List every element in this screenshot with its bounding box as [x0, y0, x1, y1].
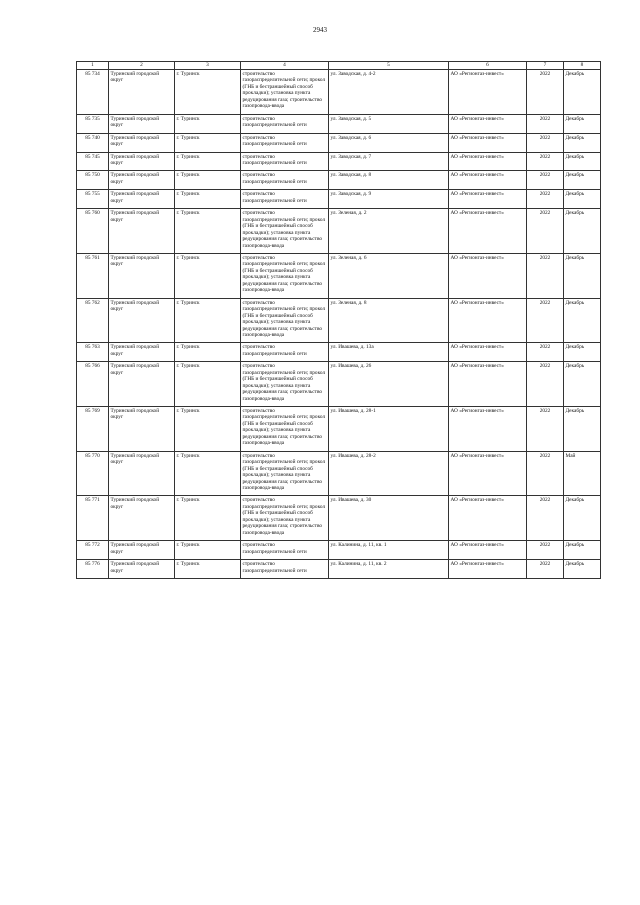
table-row [77, 343, 601, 362]
address-cell: ул. Зеленая, д. 2 [329, 209, 449, 254]
work-type-cell: строительство газораспределительной сети; прокол (ГНБ и бестраншейный способ прокладки); установка пункта редуцирования газа; строительство газопровода-ввода [241, 451, 329, 496]
table-row [77, 190, 601, 209]
organization-cell: АО «Регионгаз-инвест» [449, 362, 527, 407]
address-cell: ул. Заводская, д. 7 [329, 152, 449, 171]
month-cell: Декабрь [564, 560, 601, 579]
organization-cell: АО «Регионгаз-инвест» [449, 407, 527, 452]
table-row [77, 152, 601, 171]
year-cell: 2022 [527, 343, 564, 362]
page-number: 2943 [313, 26, 327, 34]
month-cell: Декабрь [564, 343, 601, 362]
row-number: 85 772 [77, 541, 109, 560]
organization-cell: АО «Регионгаз-инвест» [449, 496, 527, 541]
locality-cell: г. Туринск [175, 209, 241, 254]
year-cell: 2022 [527, 407, 564, 452]
year-cell: 2022 [527, 560, 564, 579]
locality-cell: г. Туринск [175, 343, 241, 362]
row-number: 85 755 [77, 190, 109, 209]
table-row [77, 451, 601, 496]
work-type-cell: строительство газораспределительной сети [241, 133, 329, 152]
organization-cell: АО «Регионгаз-инвест» [449, 541, 527, 560]
locality-cell: г. Туринск [175, 560, 241, 579]
work-type-cell: строительство газораспределительной сети; прокол (ГНБ и бестраншейный способ прокладки); установка пункта редуцирования газа; строительство газопровода-ввода [241, 70, 329, 115]
month-cell: Декабрь [564, 362, 601, 407]
district-cell: Туринский городской округ [109, 451, 175, 496]
address-cell: ул. Калинина, д. 11, кв. 2 [329, 560, 449, 579]
locality-cell: г. Туринск [175, 298, 241, 343]
organization-cell: АО «Регионгаз-инвест» [449, 560, 527, 579]
locality-cell: г. Туринск [175, 70, 241, 115]
address-cell: ул. Заводская, д. 6 [329, 133, 449, 152]
year-cell: 2022 [527, 298, 564, 343]
month-cell: Декабрь [564, 253, 601, 298]
work-type-cell: строительство газораспределительной сети [241, 114, 329, 133]
organization-cell: АО «Регионгаз-инвест» [449, 343, 527, 362]
work-type-cell: строительство газораспределительной сети; прокол (ГНБ и бестраншейный способ прокладки); установка пункта редуцирования газа; строительство газопровода-ввода [241, 362, 329, 407]
column-number: 5 [329, 62, 449, 70]
organization-cell: АО «Регионгаз-инвест» [449, 70, 527, 115]
locality-cell: г. Туринск [175, 451, 241, 496]
row-number: 85 740 [77, 133, 109, 152]
row-number: 85 776 [77, 560, 109, 579]
row-number: 85 745 [77, 152, 109, 171]
table-row [77, 171, 601, 190]
table-row [77, 496, 601, 541]
address-cell: ул. Ивашева, д. 30 [329, 496, 449, 541]
month-cell: Декабрь [564, 496, 601, 541]
organization-cell: АО «Регионгаз-инвест» [449, 298, 527, 343]
row-number: 85 735 [77, 114, 109, 133]
month-cell: Декабрь [564, 209, 601, 254]
work-type-cell: строительство газораспределительной сети [241, 541, 329, 560]
address-cell: ул. Зеленая, д. 6 [329, 253, 449, 298]
column-number: 3 [175, 62, 241, 70]
district-cell: Туринский городской округ [109, 253, 175, 298]
month-cell: Декабрь [564, 190, 601, 209]
locality-cell: г. Туринск [175, 133, 241, 152]
district-cell: Туринский городской округ [109, 362, 175, 407]
row-number: 85 762 [77, 298, 109, 343]
row-number: 85 771 [77, 496, 109, 541]
month-cell: Декабрь [564, 298, 601, 343]
year-cell: 2022 [527, 541, 564, 560]
column-number-row [77, 62, 601, 70]
table-row [77, 133, 601, 152]
month-cell: Декабрь [564, 133, 601, 152]
locality-cell: г. Туринск [175, 362, 241, 407]
register-table [76, 61, 601, 579]
column-number: 1 [77, 62, 109, 70]
organization-cell: АО «Регионгаз-инвест» [449, 133, 527, 152]
locality-cell: г. Туринск [175, 190, 241, 209]
table-row [77, 362, 601, 407]
work-type-cell: строительство газораспределительной сети; прокол (ГНБ и бестраншейный способ прокладки); установка пункта редуцирования газа; строительство газопровода-ввода [241, 253, 329, 298]
district-cell: Туринский городской округ [109, 560, 175, 579]
district-cell: Туринский городской округ [109, 407, 175, 452]
work-type-cell: строительство газораспределительной сети [241, 152, 329, 171]
address-cell: ул. Заводская, д. 8 [329, 171, 449, 190]
district-cell: Туринский городской округ [109, 541, 175, 560]
locality-cell: г. Туринск [175, 152, 241, 171]
row-number: 85 766 [77, 362, 109, 407]
locality-cell: г. Туринск [175, 253, 241, 298]
locality-cell: г. Туринск [175, 114, 241, 133]
month-cell: Декабрь [564, 171, 601, 190]
month-cell: Декабрь [564, 541, 601, 560]
district-cell: Туринский городской округ [109, 343, 175, 362]
work-type-cell: строительство газораспределительной сети [241, 190, 329, 209]
year-cell: 2022 [527, 253, 564, 298]
address-cell: ул. Ивашева, д. 26 [329, 362, 449, 407]
work-type-cell: строительство газораспределительной сети [241, 560, 329, 579]
year-cell: 2022 [527, 152, 564, 171]
table-row [77, 560, 601, 579]
column-number: 8 [564, 62, 601, 70]
organization-cell: АО «Регионгаз-инвест» [449, 190, 527, 209]
year-cell: 2022 [527, 70, 564, 115]
address-cell: ул. Ивашева, д. 13а [329, 343, 449, 362]
work-type-cell: строительство газораспределительной сети; прокол (ГНБ и бестраншейный способ прокладки); установка пункта редуцирования газа; строительство газопровода-ввода [241, 298, 329, 343]
year-cell: 2022 [527, 451, 564, 496]
locality-cell: г. Туринск [175, 171, 241, 190]
organization-cell: АО «Регионгаз-инвест» [449, 171, 527, 190]
district-cell: Туринский городской округ [109, 70, 175, 115]
year-cell: 2022 [527, 171, 564, 190]
row-number: 85 770 [77, 451, 109, 496]
address-cell: ул. Зеленая, д. 8 [329, 298, 449, 343]
address-cell: ул. Ивашева, д. 28-2 [329, 451, 449, 496]
address-cell: ул. Калинина, д. 11, кв. 1 [329, 541, 449, 560]
month-cell: Декабрь [564, 70, 601, 115]
year-cell: 2022 [527, 133, 564, 152]
address-cell: ул. Заводская, д. 5 [329, 114, 449, 133]
district-cell: Туринский городской округ [109, 298, 175, 343]
row-number: 85 734 [77, 70, 109, 115]
work-type-cell: строительство газораспределительной сети [241, 343, 329, 362]
year-cell: 2022 [527, 496, 564, 541]
district-cell: Туринский городской округ [109, 209, 175, 254]
organization-cell: АО «Регионгаз-инвест» [449, 152, 527, 171]
table-row [77, 114, 601, 133]
month-cell: Декабрь [564, 152, 601, 171]
month-cell: Декабрь [564, 114, 601, 133]
row-number: 85 763 [77, 343, 109, 362]
year-cell: 2022 [527, 114, 564, 133]
row-number: 85 761 [77, 253, 109, 298]
work-type-cell: строительство газораспределительной сети; прокол (ГНБ и бестраншейный способ прокладки); установка пункта редуцирования газа; строительство газопровода-ввода [241, 496, 329, 541]
year-cell: 2022 [527, 190, 564, 209]
column-number: 4 [241, 62, 329, 70]
month-cell: Декабрь [564, 407, 601, 452]
district-cell: Туринский городской округ [109, 171, 175, 190]
organization-cell: АО «Регионгаз-инвест» [449, 253, 527, 298]
district-cell: Туринский городской округ [109, 152, 175, 171]
address-cell: ул. Заводская, д. 9 [329, 190, 449, 209]
table-row [77, 209, 601, 254]
district-cell: Туринский городской округ [109, 114, 175, 133]
work-type-cell: строительство газораспределительной сети [241, 171, 329, 190]
row-number: 85 760 [77, 209, 109, 254]
table-row [77, 253, 601, 298]
organization-cell: АО «Регионгаз-инвест» [449, 114, 527, 133]
locality-cell: г. Туринск [175, 541, 241, 560]
table-body [77, 70, 601, 579]
month-cell: Май [564, 451, 601, 496]
district-cell: Туринский городской округ [109, 496, 175, 541]
year-cell: 2022 [527, 362, 564, 407]
address-cell: ул. Ивашева, д. 28-1 [329, 407, 449, 452]
organization-cell: АО «Регионгаз-инвест» [449, 451, 527, 496]
locality-cell: г. Туринск [175, 407, 241, 452]
table-row [77, 70, 601, 115]
column-number: 6 [449, 62, 527, 70]
organization-cell: АО «Регионгаз-инвест» [449, 209, 527, 254]
table-row [77, 541, 601, 560]
work-type-cell: строительство газораспределительной сети; прокол (ГНБ и бестраншейный способ прокладки); установка пункта редуцирования газа; строительство газопровода-ввода [241, 407, 329, 452]
column-number: 2 [109, 62, 175, 70]
work-type-cell: строительство газораспределительной сети; прокол (ГНБ и бестраншейный способ прокладки); установка пункта редуцирования газа; строительство газопровода-ввода [241, 209, 329, 254]
district-cell: Туринский городской округ [109, 190, 175, 209]
locality-cell: г. Туринск [175, 496, 241, 541]
district-cell: Туринский городской округ [109, 133, 175, 152]
year-cell: 2022 [527, 209, 564, 254]
table-row [77, 407, 601, 452]
table-row [77, 298, 601, 343]
row-number: 85 769 [77, 407, 109, 452]
address-cell: ул. Заводская, д. 4-2 [329, 70, 449, 115]
column-number: 7 [527, 62, 564, 70]
row-number: 85 750 [77, 171, 109, 190]
